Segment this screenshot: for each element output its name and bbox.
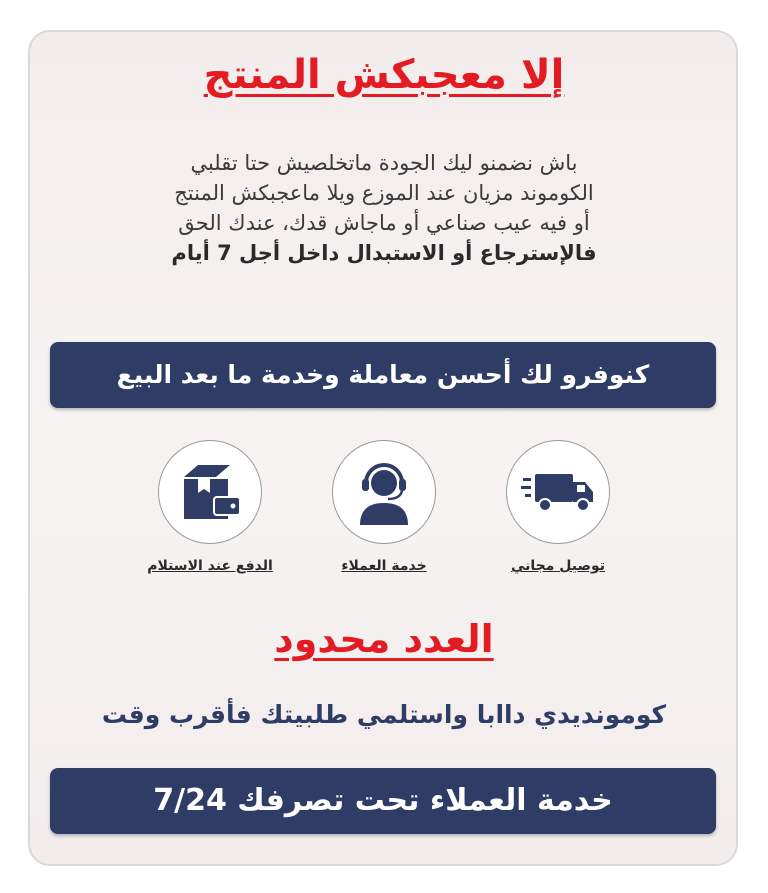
guarantee-line-2: الكوموند مزيان عند الموزع ويلا ماعجبكش المنتج bbox=[174, 181, 594, 205]
feature-cash-on-delivery bbox=[135, 440, 285, 574]
feature-customer-service bbox=[309, 440, 459, 574]
order-now-text: كومونديدي داابا واستلمي طلبيتك فأقرب وقت bbox=[101, 700, 667, 729]
feature-circle bbox=[332, 440, 436, 544]
guarantee-line-1: باش نضمنو ليك الجودة ماتخلصيش حتا تقلبي bbox=[190, 151, 578, 175]
guarantee-paragraph bbox=[60, 148, 708, 268]
guarantee-bold-line: فالإسترجاع أو الاستبدال داخل أجل 7 أيام bbox=[171, 241, 597, 265]
feature-circle bbox=[158, 440, 262, 544]
feature-label: توصيل مجاني bbox=[510, 558, 606, 574]
feature-free-delivery bbox=[483, 440, 633, 574]
limited-quantity-title: العدد محدود bbox=[274, 617, 494, 661]
guarantee-line-3: أو فيه عيب صناعي أو ماجاش قدك، عندك الحق bbox=[178, 211, 590, 235]
feature-circle bbox=[506, 440, 610, 544]
headline: إلا معجبكش المنتج bbox=[203, 52, 565, 98]
feature-label: الدفع عند الاستلام bbox=[147, 558, 273, 574]
support-banner: خدمة العملاء تحت تصرفك 7/24 bbox=[50, 768, 716, 834]
service-banner: كنوفرو لك أحسن معاملة وخدمة ما بعد البيع bbox=[50, 342, 716, 408]
feature-label: خدمة العملاء bbox=[341, 558, 427, 574]
